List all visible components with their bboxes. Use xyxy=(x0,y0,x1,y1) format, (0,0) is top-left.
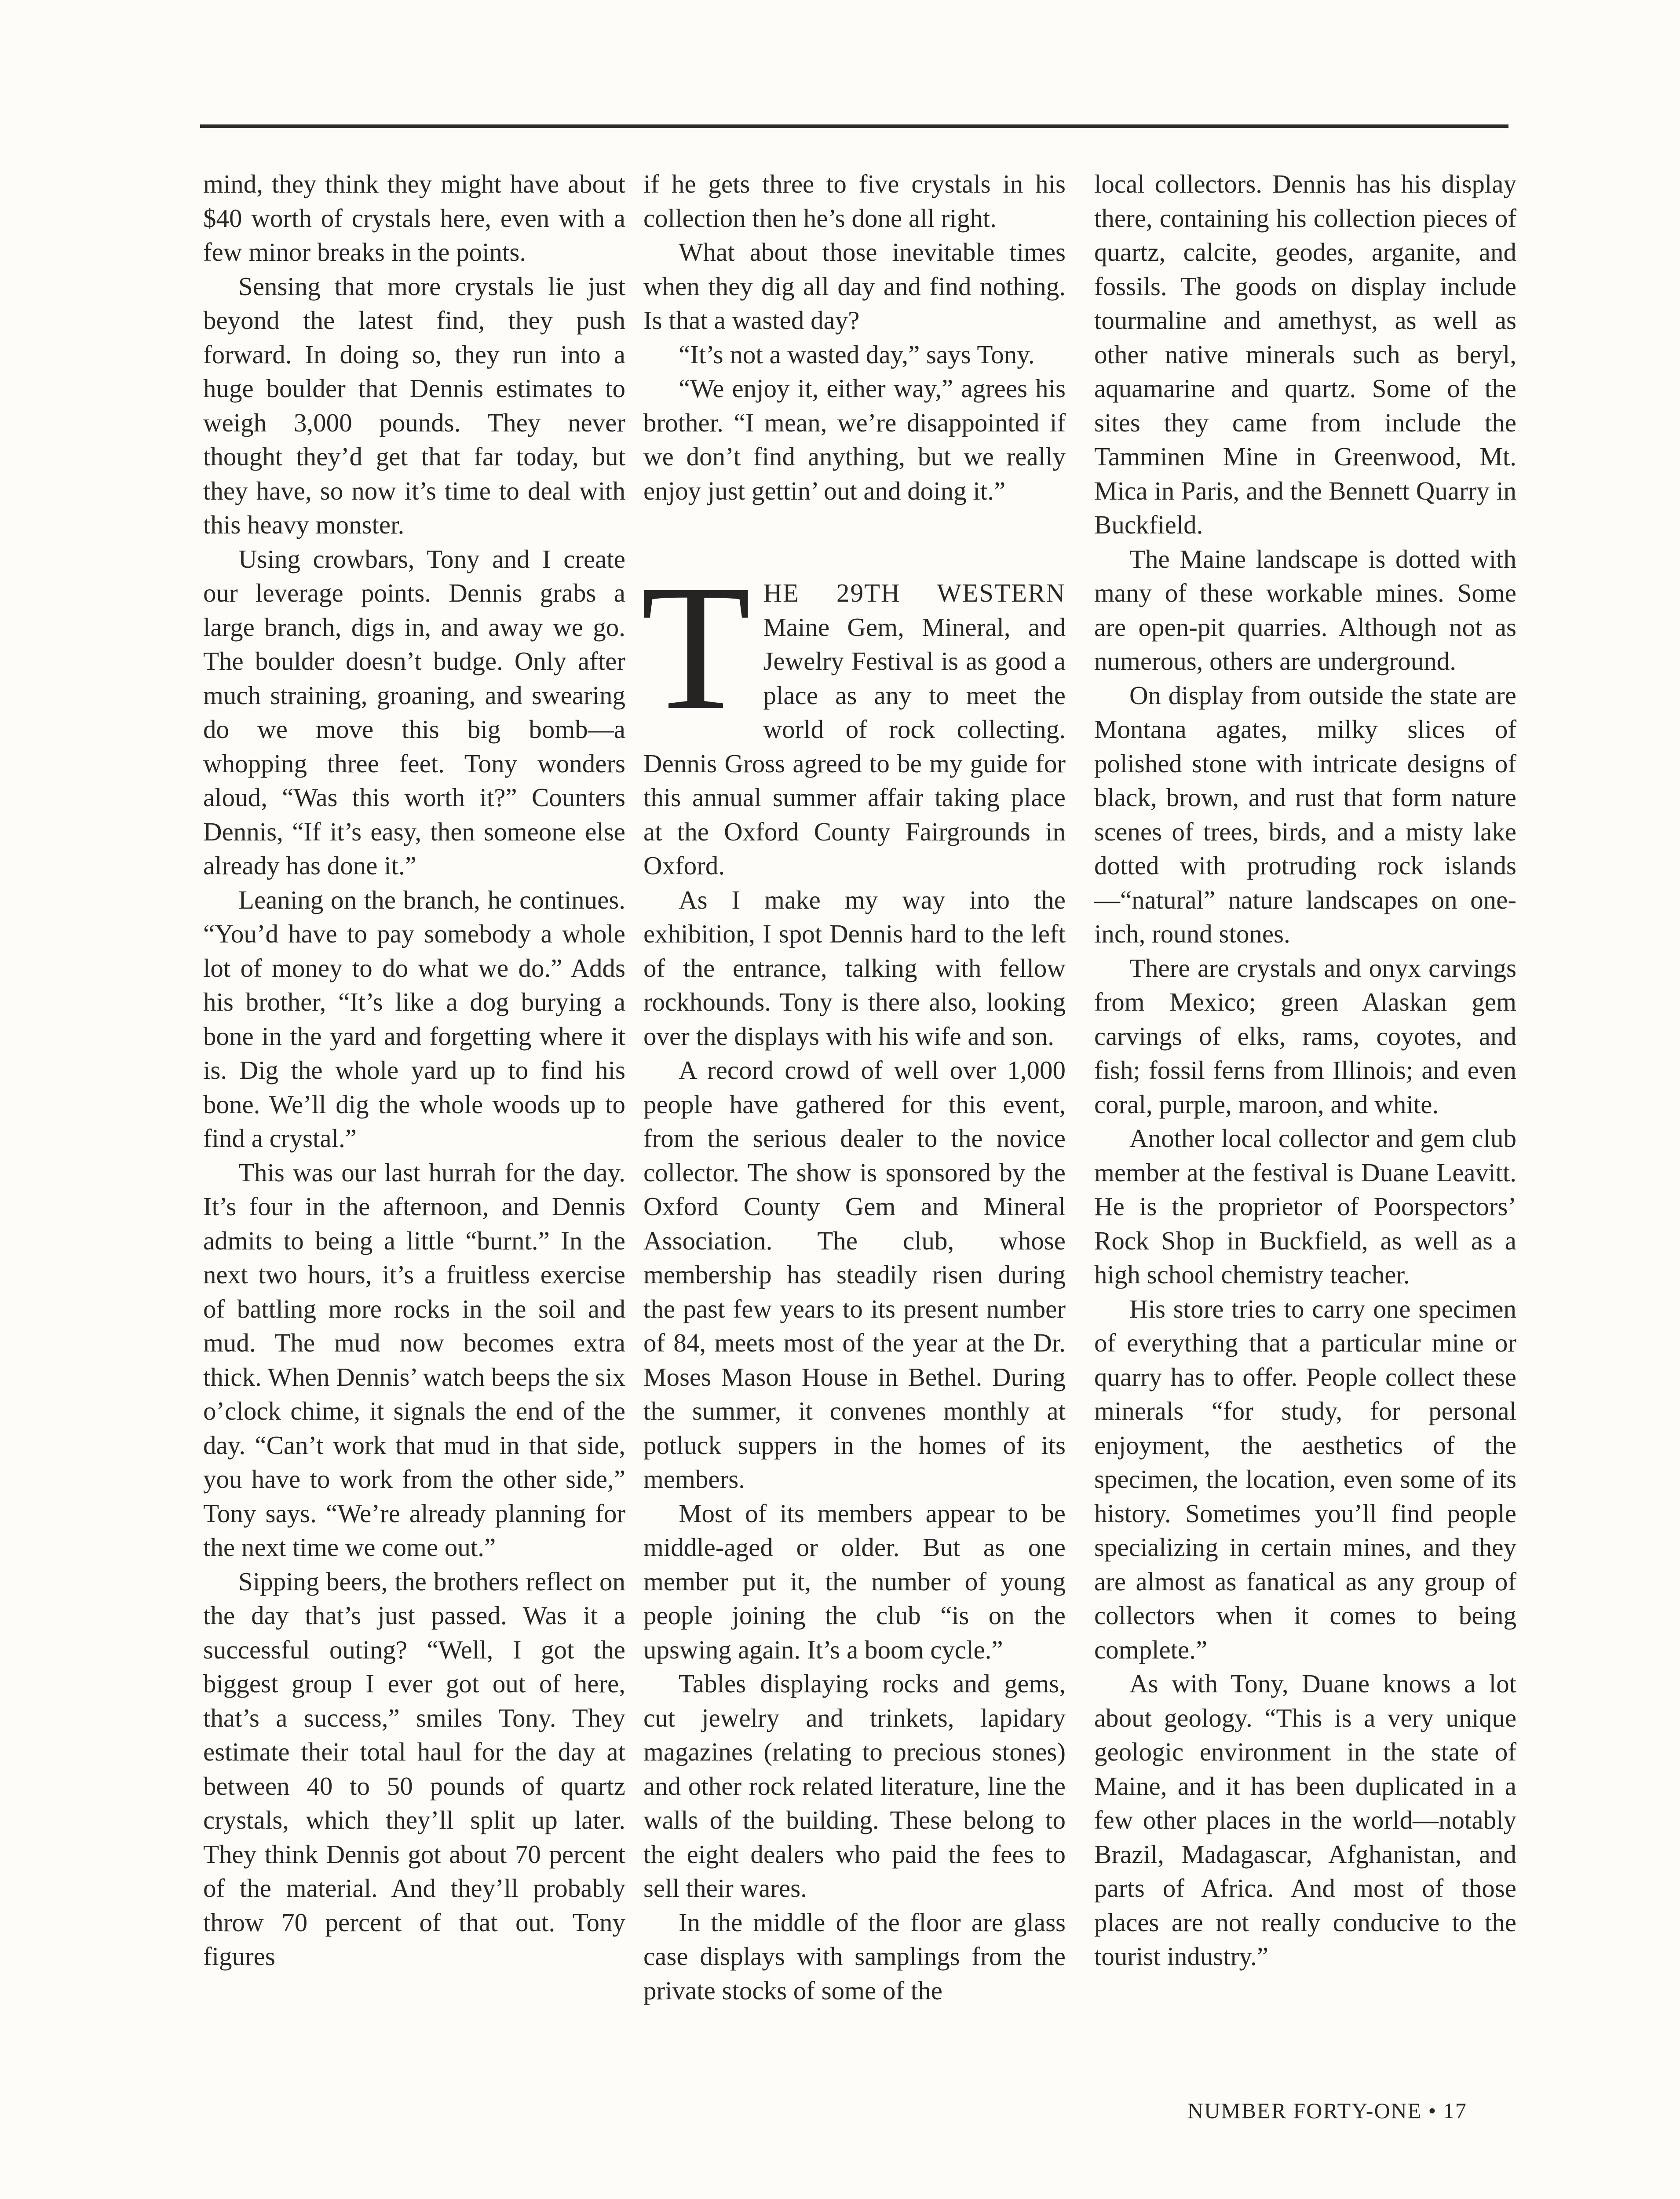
column-3 xyxy=(1094,167,1516,1974)
section-opening xyxy=(641,548,1066,883)
paragraph: “It’s not a wasted day,” says Tony. xyxy=(679,340,1035,369)
page-number: 17 xyxy=(1443,2098,1467,2123)
paragraph: As with Tony, Duane knows a lot about geology. “This is a very unique geologic environment in the state of Maine, and it has been duplicated in a few other places in the world—notably Brazil, Madagascar, Afghanistan, and parts of Africa. And most of those places are not really conducive to the tourist industry.” xyxy=(1094,1669,1516,1971)
paragraph: Another local collector and gem club member at the festival is Duane Leavitt. He is the proprietor of Poorspectors’ Rock Shop in Buckfield, as well as a high school chemistry teacher. xyxy=(1094,1124,1516,1289)
column-1 xyxy=(203,167,625,1974)
paragraph: In the middle of the floor are glass case displays with samplings from the private stocks of some of the xyxy=(643,1907,1066,2005)
page-footer xyxy=(1187,2098,1467,2123)
paragraph: The Maine landscape is dotted with many of these workable mines. Some are open-pit quarries. Although not as numerous, others are underground. xyxy=(1094,544,1516,676)
paragraph: Sipping beers, the brothers reflect on the day that’s just passed. Was it a successful outing? “Well, I got the biggest group I ever got out of here, that’s a success,” smiles Tony. They estimate their total haul for the day at between 40 to 50 pounds of quartz crystals, which they’ll split up later. They think Dennis got about 70 percent of the material. And they’ll probably throw 70 percent of that out. Tony figures xyxy=(203,1567,625,1971)
paragraph: A record crowd of well over 1,000 people have gathered for this event, from the serious dealer to the novice collector. The show is sponsored by the Oxford County Gem and Mineral Association. The club, whose membership has steadily risen during the past few years to its present number of 84, meets most of the year at the Dr. Moses Mason House in Bethel. During the summer, it convenes monthly at potluck suppers in the homes of its members. xyxy=(643,1056,1066,1494)
paragraph: “We enjoy it, either way,” agrees his brother. “I mean, we’re disappointed if we don’t find anything, but we really enjoy just gettin’ out and doing it.” xyxy=(643,374,1066,505)
section-lead-paragraph xyxy=(641,548,1066,883)
drop-cap: T xyxy=(641,548,751,747)
paragraph: Most of its members appear to be middle-aged or older. But as one member put it, the number of young people joining the club “is on the upswing again. It’s a boom cycle.” xyxy=(643,1498,1066,1664)
paragraph: local collectors. Dennis has his display there, containing his collection pieces of quartz, calcite, geodes, arganite, and fossils. The goods on display include tourmaline and amethyst, as well as other native minerals such as beryl, aquamarine and quartz. Some of the sites they came from include the Tamminen Mine in Greenwood, Mt. Mica in Paris, and the Bennett Quarry in Buckfield. xyxy=(1094,169,1516,539)
paragraph: mind, they think they might have about $40 worth of crystals here, even with a few minor breaks in the points. xyxy=(203,169,625,267)
header-rule xyxy=(200,124,1508,128)
column-2 xyxy=(643,167,1066,2008)
paragraph: His store tries to carry one specimen of everything that a particular mine or quarry has to offer. People collect these minerals “for study, for personal enjoyment, the aesthetics of the specimen, the location, even some of its history. Sometimes you’ll find people specializing in certain mines, and they are almost as fanatical as any group of collectors when it comes to being complete.” xyxy=(1094,1294,1516,1664)
paragraph: What about those inevitable times when they dig all day and find nothing. Is that a wasted day? xyxy=(643,237,1066,335)
bullet-separator: • xyxy=(1428,2098,1437,2123)
paragraph: As I make my way into the exhibition, I spot Dennis hard to the left of the entrance, talking with fellow rockhounds. Tony is there also, looking over the displays with his wife and son. xyxy=(643,885,1066,1051)
paragraph: Tables displaying rocks and gems, cut jewelry and trinkets, lapidary magazines (relating to precious stones) and other rock related literature, line the walls of the building. These belong to the eight dealers who paid the fees to sell their wares. xyxy=(643,1669,1066,1903)
issue-label: NUMBER FORTY-ONE xyxy=(1187,2098,1422,2123)
paragraph: There are crystals and onyx carvings from Mexico; green Alaskan gem carvings of elks, rams, coyotes, and fish; fossil ferns from Illinois; and even coral, purple, maroon, and white. xyxy=(1094,953,1516,1119)
paragraph: This was our last hurrah for the day. It’s four in the afternoon, and Dennis admits to being a little “burnt.” In the next two hours, it’s a fruitless exercise of battling more rocks in the soil and mud. The mud now becomes extra thick. When Dennis’ watch beeps the six o’clock chime, it signals the end of the day. “Can’t work that mud in that side, you have to work from the other side,” Tony says. “We’re already planning for the next time we come out.” xyxy=(203,1158,625,1562)
paragraph: Sensing that more crystals lie just beyond the latest find, they push forward. In doing so, they run into a huge boulder that Dennis estimates to weigh 3,000 pounds. They never thought they’d get that far today, but they have, so now it’s time to deal with this heavy monster. xyxy=(203,271,625,539)
lead-text: Maine Gem, Mineral, and Jewelry Festival is as good a place as any to meet the world of rock collecting. Dennis Gross agreed to be my guide for this annual summer affair taking place at the Oxford County Fairgrounds in Oxford. xyxy=(643,612,1066,880)
paragraph: if he gets three to five crystals in his collection then he’s done all right. xyxy=(643,169,1066,233)
paragraph: Using crowbars, Tony and I create our leverage points. Dennis grabs a large branch, digs in, and away we go. The boulder doesn’t budge. Only after much straining, groaning, and swearing do we move this big bomb—a whopping three feet. Tony wonders aloud, “Was this worth it?” Counters Dennis, “If it’s easy, then someone else already has done it.” xyxy=(203,544,625,880)
lead-in: HE 29TH WESTERN xyxy=(763,578,1066,607)
paragraph: Leaning on the branch, he continues. “You’d have to pay somebody a whole lot of money to do what we do.” Adds his brother, “It’s like a dog burying a bone in the yard and forgetting where it is. Dig the whole yard up to find his bone. We’ll dig the whole woods up to find a crystal.” xyxy=(203,885,625,1153)
paragraph: On display from outside the state are Montana agates, milky slices of polished stone with intricate designs of black, brown, and rust that form nature scenes of trees, birds, and a misty lake dotted with protruding rock islands—“natural” nature landscapes on one-inch, round stones. xyxy=(1094,680,1516,948)
